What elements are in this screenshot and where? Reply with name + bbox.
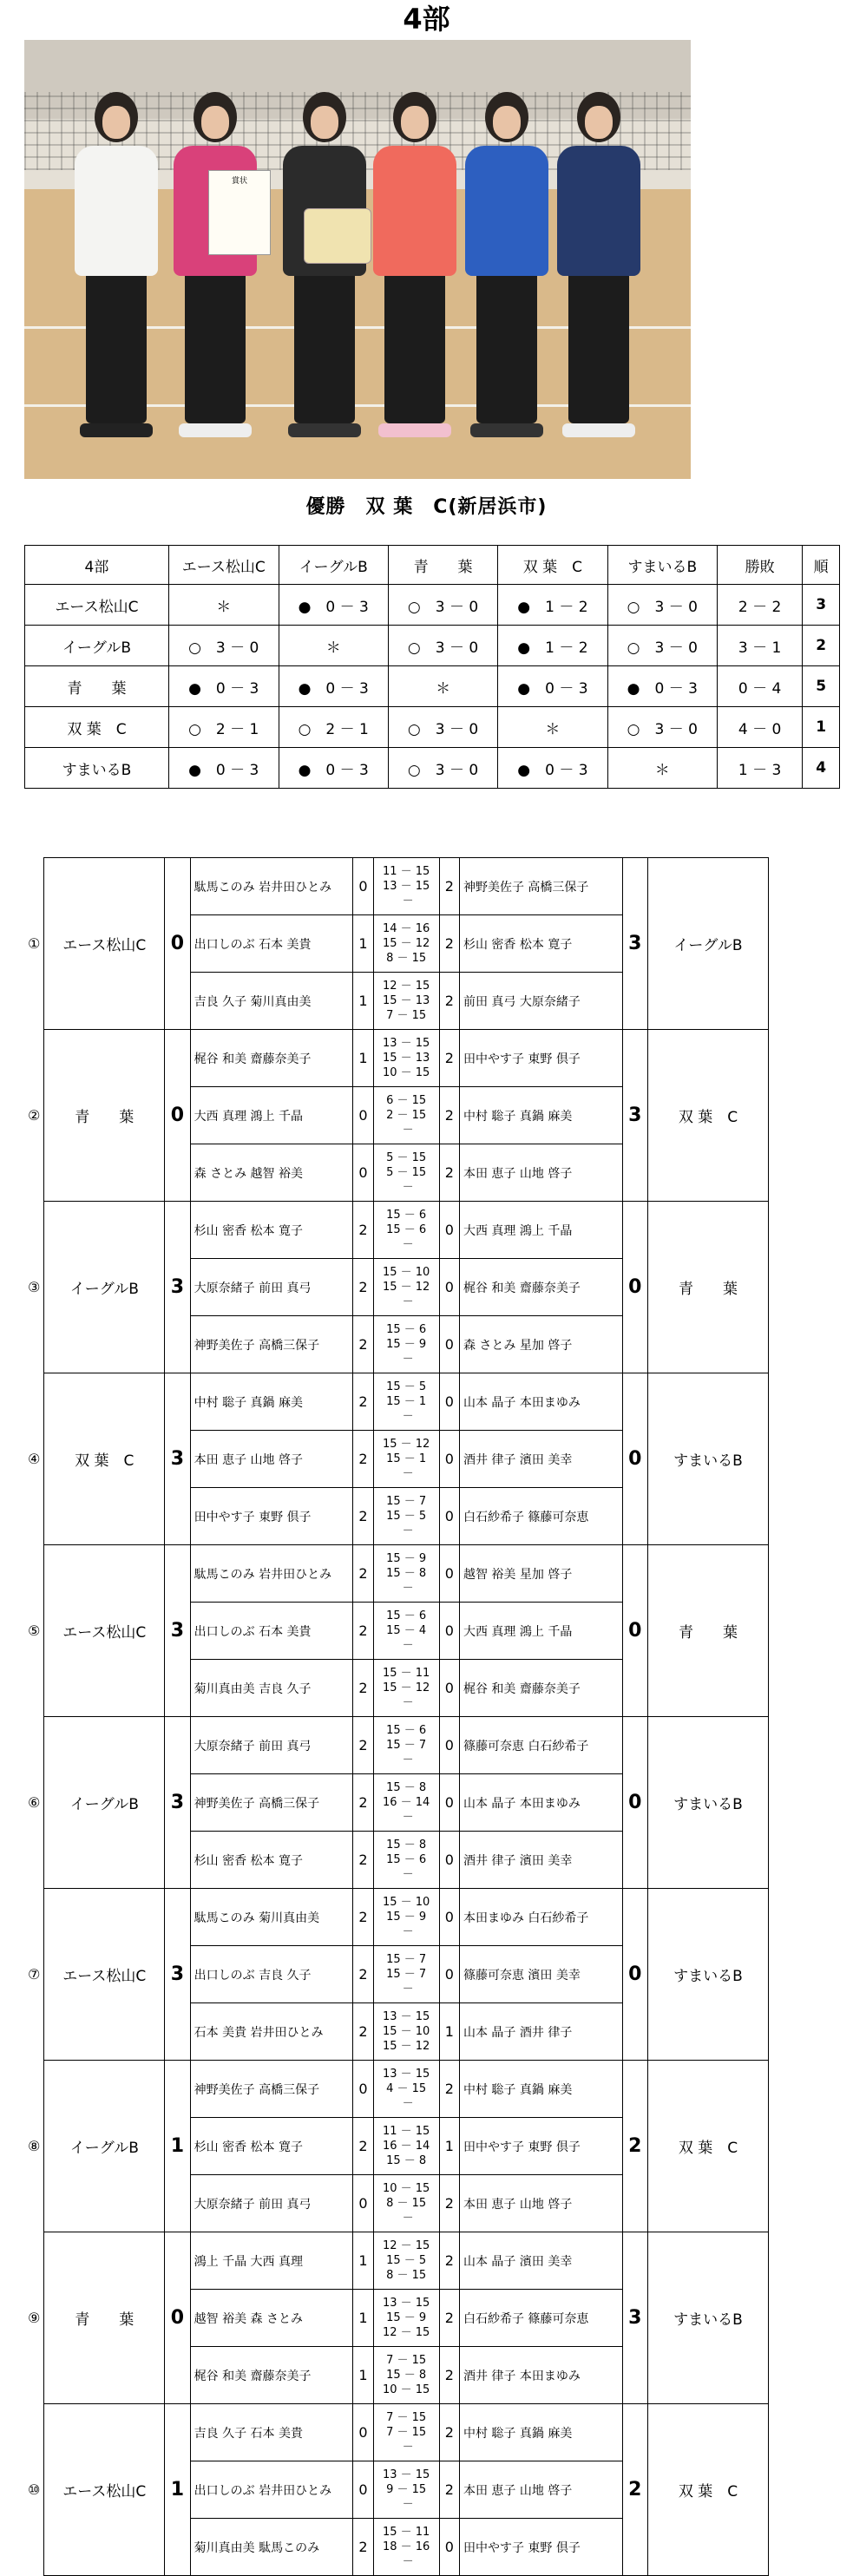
games-won-right: 2 [439,2061,459,2118]
games-won-left: 0 [353,858,373,915]
games-won-left: 2 [353,1259,373,1316]
pair-right: 大西 真理 鴻上 千晶 [459,1202,622,1259]
games-won-right: 2 [439,2175,459,2232]
game-scores: 10 － 15 8 － 15 － [373,2175,439,2232]
games-won-right: 0 [439,1832,459,1889]
person-5 [465,92,548,437]
match-team-left: エース松山C [44,1545,165,1717]
match-score-left: 0 [165,1030,190,1202]
match-team-right: 双 葉 C [648,2061,769,2232]
games-won-right: 0 [439,1717,459,1774]
match-game-row [24,1545,769,1603]
pair-right: 本田 恵子 山地 啓子 [459,2461,622,2519]
standings-result: ● 0 － 3 [498,748,607,789]
games-won-left: 2 [353,1202,373,1259]
games-won-left: 0 [353,2461,373,2519]
match-score-right: 0 [622,1889,647,2061]
team-photo [24,40,691,479]
games-won-right: 0 [439,1889,459,1946]
games-won-right: 0 [439,1431,459,1488]
games-won-left: 1 [353,2232,373,2290]
game-scores: 15 － 8 15 － 6 － [373,1832,439,1889]
division-title: 4部 [403,3,450,36]
standings-result: ● 0 － 3 [498,666,607,707]
pair-right: 篠藤可奈恵 白石紗希子 [459,1717,622,1774]
standings-team: すまいるB [25,748,169,789]
match-score-right: 0 [622,1545,647,1717]
person-6 [557,92,640,437]
standings-header-row [25,546,840,585]
games-won-right: 2 [439,2404,459,2461]
pair-left: 菊川真由美 駄馬このみ [190,2519,353,2576]
games-won-left: 2 [353,1431,373,1488]
games-won-right: 0 [439,1488,459,1545]
standings-result: ○ 3 － 0 [607,626,717,666]
standings-result: ● 0 － 3 [279,748,388,789]
person-4 [373,92,456,437]
pair-right: 越智 裕美 星加 啓子 [459,1545,622,1603]
pair-left: 出口しのぶ 岩井田ひとみ [190,2461,353,2519]
pair-right: 本田 恵子 山地 啓子 [459,1144,622,1202]
match-team-left: イーグルB [44,1717,165,1889]
games-won-right: 0 [439,1202,459,1259]
games-won-left: 2 [353,1660,373,1717]
pair-left: 出口しのぶ 石本 美貴 [190,915,353,973]
pair-right: 杉山 密香 松本 寛子 [459,915,622,973]
games-won-right: 2 [439,1030,459,1087]
match-team-right: すまいるB [648,1889,769,2061]
pair-right: 山本 晶子 本田まゆみ [459,1774,622,1832]
match-team-right: 青 葉 [648,1202,769,1373]
pair-right: 中村 聡子 真鍋 麻美 [459,1087,622,1144]
standings-header: 青 葉 [388,546,497,585]
game-scores: 13 － 15 15 － 13 10 － 15 [373,1030,439,1087]
games-won-right: 0 [439,1259,459,1316]
games-won-right: 2 [439,2347,459,2404]
games-won-left: 0 [353,1087,373,1144]
match-team-right: 双 葉 C [648,2404,769,2576]
pair-right: 中村 聡子 真鍋 麻美 [459,2404,622,2461]
games-won-right: 2 [439,2232,459,2290]
pair-left: 出口しのぶ 石本 美貴 [190,1603,353,1660]
games-won-right: 2 [439,2290,459,2347]
pair-right: 酒井 律子 濱田 美幸 [459,1832,622,1889]
match-score-left: 3 [165,1373,190,1545]
pair-right: 田中やす子 東野 倶子 [459,2519,622,2576]
pair-left: 本田 恵子 山地 啓子 [190,1431,353,1488]
games-won-left: 0 [353,2061,373,2118]
games-won-left: 2 [353,1832,373,1889]
match-score-right: 0 [622,1717,647,1889]
games-won-left: 2 [353,1373,373,1431]
games-won-right: 2 [439,858,459,915]
standings-result: ○ 2 － 1 [168,707,279,748]
games-won-right: 2 [439,2461,459,2519]
game-scores: 14 － 16 15 － 12 8 － 15 [373,915,439,973]
games-won-right: 2 [439,1144,459,1202]
game-scores: 12 － 15 15 － 13 7 － 15 [373,973,439,1030]
games-won-left: 2 [353,2519,373,2576]
match-team-left: イーグルB [44,2061,165,2232]
pair-right: 田中やす子 東野 倶子 [459,2118,622,2175]
winner-caption: 優勝 双 葉 C(新居浜市) [305,496,548,518]
standings-result: ● 1 － 2 [498,626,607,666]
person-2 [174,92,257,437]
match-number: ⑨ [27,2310,41,2326]
games-won-right: 0 [439,1774,459,1832]
game-scores: 13 － 15 9 － 15 － [373,2461,439,2519]
standings-result: ● 1 － 2 [498,585,607,626]
games-won-left: 2 [353,1488,373,1545]
standings-result: ＊ [279,626,388,666]
match-score-left: 3 [165,1717,190,1889]
pair-right: 前田 真弓 大原奈緒子 [459,973,622,1030]
pair-right: 本田 恵子 山地 啓子 [459,2175,622,2232]
pair-left: 中村 聡子 真鍋 麻美 [190,1373,353,1431]
games-won-left: 2 [353,1603,373,1660]
standings-result: ● 0 － 3 [168,748,279,789]
pair-right: 中村 聡子 真鍋 麻美 [459,2061,622,2118]
game-scores: 15 － 10 15 － 12 － [373,1259,439,1316]
standings-rank: 4 [803,748,840,789]
standings-result: ○ 3 － 0 [388,585,497,626]
standings-header: 順 [803,546,840,585]
pair-left: 吉良 久子 石本 美貴 [190,2404,353,2461]
certificate [208,170,271,255]
standings-record: 4 － 0 [717,707,802,748]
standings-record: 0 － 4 [717,666,802,707]
standings-record: 3 － 1 [717,626,802,666]
pair-left: 森 さとみ 越智 裕美 [190,1144,353,1202]
games-won-right: 1 [439,2118,459,2175]
standings-result: ● 0 － 3 [279,585,388,626]
standings-result: ○ 2 － 1 [279,707,388,748]
games-won-right: 0 [439,2519,459,2576]
game-scores: 13 － 15 15 － 9 12 － 15 [373,2290,439,2347]
games-won-left: 1 [353,1030,373,1087]
game-scores: 7 － 15 15 － 8 10 － 15 [373,2347,439,2404]
pair-left: 梶谷 和美 齋藤奈美子 [190,1030,353,1087]
games-won-left: 1 [353,2347,373,2404]
games-won-right: 0 [439,1660,459,1717]
match-team-left: 青 葉 [44,1030,165,1202]
games-won-left: 0 [353,2404,373,2461]
match-game-row [24,2404,769,2461]
standings-result: ＊ [388,666,497,707]
games-won-left: 2 [353,2118,373,2175]
match-number: ① [27,935,41,952]
game-scores: 15 － 10 15 － 9 － [373,1889,439,1946]
games-won-left: 1 [353,973,373,1030]
game-scores: 13 － 15 15 － 10 15 － 12 [373,2003,439,2061]
pair-left: 出口しのぶ 吉良 久子 [190,1946,353,2003]
game-scores: 6 － 15 2 － 15 － [373,1087,439,1144]
match-score-left: 0 [165,2232,190,2404]
match-score-left: 1 [165,2061,190,2232]
standings-result: ＊ [607,748,717,789]
standings-result: ● 0 － 3 [168,666,279,707]
standings-team: エース松山C [25,585,169,626]
match-score-left: 3 [165,1545,190,1717]
pair-right: 山本 晶子 酒井 律子 [459,2003,622,2061]
standings-header: すまいるB [607,546,717,585]
match-team-left: エース松山C [44,2404,165,2576]
pair-right: 田中やす子 東野 倶子 [459,1030,622,1087]
game-scores: 5 － 15 5 － 15 － [373,1144,439,1202]
match-team-right: すまいるB [648,1373,769,1545]
match-team-right: すまいるB [648,2232,769,2404]
standings-record: 2 － 2 [717,585,802,626]
games-won-right: 2 [439,1087,459,1144]
match-team-left: エース松山C [44,1889,165,2061]
pair-left: 大西 真理 鴻上 千晶 [190,1087,353,1144]
match-number: ⑤ [27,1622,41,1639]
match-team-right: 双 葉 C [648,1030,769,1202]
match-number: ③ [27,1279,41,1295]
standings-team: イーグルB [25,626,169,666]
standings-result: ● 0 － 3 [279,666,388,707]
pair-right: 梶谷 和美 齋藤奈美子 [459,1259,622,1316]
games-won-left: 2 [353,1774,373,1832]
match-score-right: 2 [622,2061,647,2232]
game-scores: 12 － 15 15 － 5 8 － 15 [373,2232,439,2290]
standings-team: 青 葉 [25,666,169,707]
standings-header: 4部 [25,546,169,585]
match-game-row [24,1030,769,1087]
match-number: ⑧ [27,2138,41,2154]
match-score-right: 3 [622,858,647,1030]
match-team-left: エース松山C [44,858,165,1030]
pair-right: 山本 晶子 本田まゆみ [459,1373,622,1431]
standings-result: ○ 3 － 0 [388,707,497,748]
match-score-right: 0 [622,1202,647,1373]
match-game-row [24,2061,769,2118]
pair-left: 駄馬このみ 岩井田ひとみ [190,858,353,915]
pair-right: 大西 真理 鴻上 千晶 [459,1603,622,1660]
pair-right: 山本 晶子 濱田 美幸 [459,2232,622,2290]
games-won-right: 2 [439,973,459,1030]
pair-left: 石本 美貴 岩井田ひとみ [190,2003,353,2061]
game-scores: 15 － 5 15 － 1 － [373,1373,439,1431]
pair-left: 大原奈緒子 前田 真弓 [190,1259,353,1316]
standings-row [25,707,840,748]
standings-rank: 1 [803,707,840,748]
games-won-left: 1 [353,915,373,973]
certificate-text: 賞状 [231,177,247,186]
pair-left: 吉良 久子 菊川真由美 [190,973,353,1030]
match-score-left: 3 [165,1889,190,2061]
pair-left: 鴻上 千晶 大西 真理 [190,2232,353,2290]
match-score-left: 0 [165,858,190,1030]
standings-result: ○ 3 － 0 [168,626,279,666]
pair-right: 本田まゆみ 白石紗希子 [459,1889,622,1946]
pair-left: 神野美佐子 高橋三保子 [190,1316,353,1373]
standings-rank: 5 [803,666,840,707]
game-scores: 15 － 9 15 － 8 － [373,1545,439,1603]
trophy-box [304,208,371,264]
standings-result: ○ 3 － 0 [607,585,717,626]
pair-left: 梶谷 和美 齋藤奈美子 [190,2347,353,2404]
match-team-right: イーグルB [648,858,769,1030]
standings-result: ● 0 － 3 [607,666,717,707]
match-score-left: 3 [165,1202,190,1373]
pair-left: 大原奈緒子 前田 真弓 [190,2175,353,2232]
match-score-left: 1 [165,2404,190,2576]
game-scores: 15 － 11 15 － 12 － [373,1660,439,1717]
pair-right: 酒井 律子 本田まゆみ [459,2347,622,2404]
games-won-left: 2 [353,2003,373,2061]
games-won-right: 0 [439,1373,459,1431]
game-scores: 7 － 15 7 － 15 － [373,2404,439,2461]
match-number: ② [27,1107,41,1124]
pair-left: 駄馬このみ 菊川真由美 [190,1889,353,1946]
pair-right: 森 さとみ 星加 啓子 [459,1316,622,1373]
standings-result: ＊ [498,707,607,748]
game-scores: 15 － 7 15 － 5 － [373,1488,439,1545]
game-scores: 15 － 12 15 － 1 － [373,1431,439,1488]
game-scores: 15 － 8 16 － 14 － [373,1774,439,1832]
standings-result: ○ 3 － 0 [388,748,497,789]
match-game-row [24,1202,769,1259]
game-scores: 15 － 6 15 － 6 － [373,1202,439,1259]
pair-left: 神野美佐子 高橋三保子 [190,1774,353,1832]
pair-left: 杉山 密香 松本 寛子 [190,1832,353,1889]
game-scores: 15 － 6 15 － 7 － [373,1717,439,1774]
pair-left: 田中やす子 東野 倶子 [190,1488,353,1545]
games-won-right: 0 [439,1316,459,1373]
match-team-right: 青 葉 [648,1545,769,1717]
pair-right: 白石紗希子 篠藤可奈恵 [459,1488,622,1545]
match-game-row [24,1889,769,1946]
games-won-left: 2 [353,1316,373,1373]
games-won-right: 2 [439,915,459,973]
standings-row [25,748,840,789]
pair-left: 菊川真由美 吉良 久子 [190,1660,353,1717]
standings-result: ○ 3 － 0 [388,626,497,666]
match-team-left: 双 葉 C [44,1373,165,1545]
standings-rank: 3 [803,585,840,626]
pair-right: 神野美佐子 高橋三保子 [459,858,622,915]
standings-rank: 2 [803,626,840,666]
match-team-right: すまいるB [648,1717,769,1889]
pair-left: 杉山 密香 松本 寛子 [190,2118,353,2175]
game-scores: 11 － 15 13 － 15 － [373,858,439,915]
match-score-right: 3 [622,1030,647,1202]
standings-row [25,666,840,707]
pair-left: 杉山 密香 松本 寛子 [190,1202,353,1259]
standings-header: イーグルB [279,546,388,585]
game-scores: 11 － 15 16 － 14 15 － 8 [373,2118,439,2175]
match-team-left: 青 葉 [44,2232,165,2404]
match-number: ④ [27,1451,41,1467]
games-won-right: 0 [439,1603,459,1660]
match-number: ⑩ [27,2481,41,2498]
pair-right: 酒井 律子 濱田 美幸 [459,1431,622,1488]
match-game-row [24,1717,769,1774]
games-won-right: 1 [439,2003,459,2061]
match-game-row [24,858,769,915]
game-scores: 15 － 11 18 － 16 － [373,2519,439,2576]
games-won-right: 0 [439,1946,459,2003]
games-won-left: 0 [353,1144,373,1202]
match-game-row [24,1373,769,1431]
standings-header: エース松山C [168,546,279,585]
match-number: ⑥ [27,1794,41,1811]
person-1 [75,92,158,437]
standings-record: 1 － 3 [717,748,802,789]
games-won-left: 2 [353,1946,373,2003]
games-won-left: 2 [353,1889,373,1946]
game-scores: 13 － 15 4 － 15 － [373,2061,439,2118]
standings-team: 双 葉 C [25,707,169,748]
games-won-left: 0 [353,2175,373,2232]
match-score-right: 3 [622,2232,647,2404]
match-score-right: 2 [622,2404,647,2576]
games-won-left: 2 [353,1545,373,1603]
game-scores: 15 － 6 15 － 9 － [373,1316,439,1373]
games-won-left: 2 [353,1717,373,1774]
game-scores: 15 － 7 15 － 7 － [373,1946,439,2003]
match-score-right: 0 [622,1373,647,1545]
pair-left: 駄馬このみ 岩井田ひとみ [190,1545,353,1603]
game-scores: 15 － 6 15 － 4 － [373,1603,439,1660]
match-number: ⑦ [27,1966,41,1983]
games-won-right: 0 [439,1545,459,1603]
pair-right: 篠藤可奈恵 濱田 美幸 [459,1946,622,2003]
games-won-left: 1 [353,2290,373,2347]
match-team-left: イーグルB [44,1202,165,1373]
standings-result: ＊ [168,585,279,626]
person-3 [283,92,366,437]
standings-row [25,585,840,626]
match-game-row [24,2232,769,2290]
pair-right: 梶谷 和美 齋藤奈美子 [459,1660,622,1717]
pair-left: 大原奈緒子 前田 真弓 [190,1717,353,1774]
match-results-table [24,857,769,2576]
standings-header: 勝敗 [717,546,802,585]
pair-right: 白石紗希子 篠藤可奈恵 [459,2290,622,2347]
pair-left: 神野美佐子 高橋三保子 [190,2061,353,2118]
standings-row [25,626,840,666]
pair-left: 越智 裕美 森 さとみ [190,2290,353,2347]
standings-table [24,545,840,789]
standings-result: ○ 3 － 0 [607,707,717,748]
standings-header: 双 葉 C [498,546,607,585]
